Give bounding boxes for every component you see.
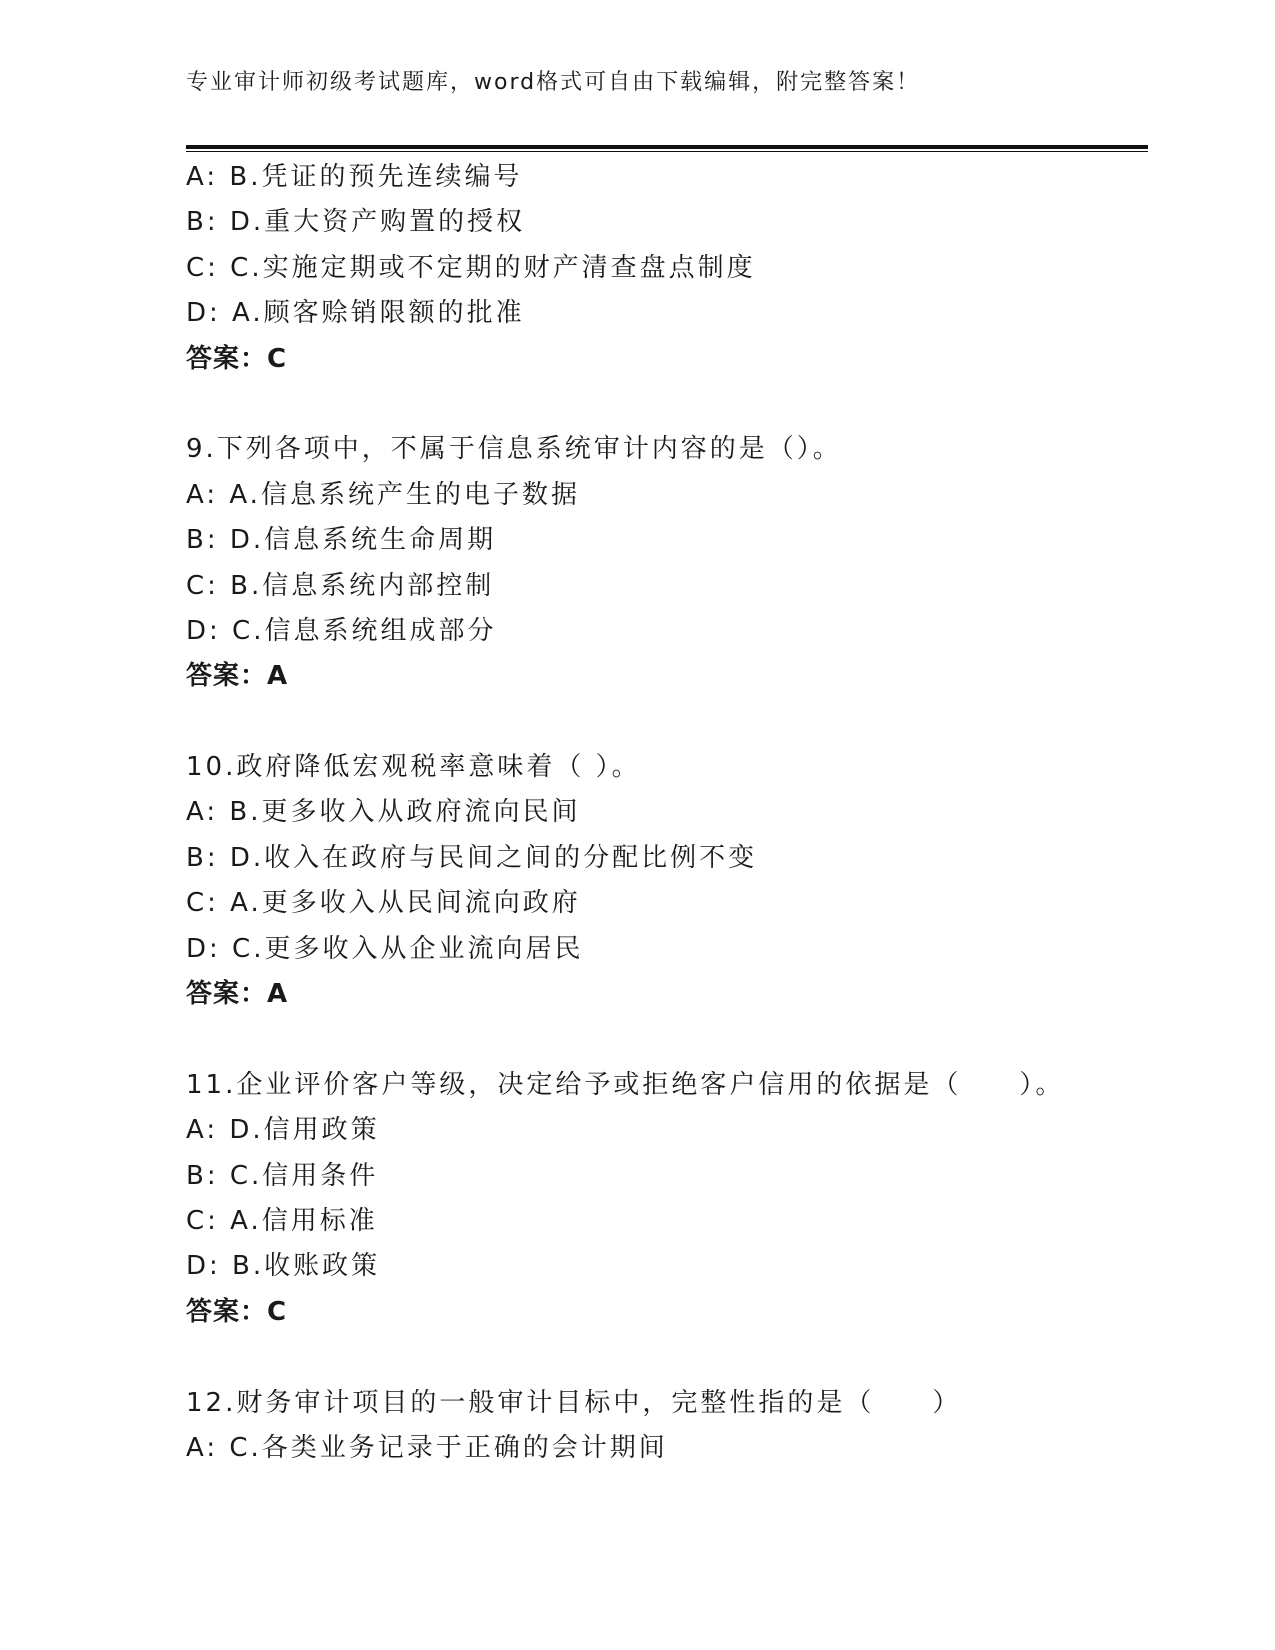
question-block-12 <box>186 1381 1146 1472</box>
question-block-10 <box>186 745 1146 1017</box>
option-c: C: C.实施定期或不定期的财产清查盘点制度 <box>186 252 756 283</box>
spacer <box>186 1017 1146 1062</box>
spacer <box>186 382 1146 427</box>
option-d: D: A.顾客赊销限额的批准 <box>186 298 525 329</box>
option-c: C: A.信用标准 <box>186 1205 378 1236</box>
option-c: C: A.更多收入从民间流向政府 <box>186 888 581 919</box>
header-rule-thick <box>186 145 1148 149</box>
page-header: 专业审计师初级考试题库，word格式可自由下载编辑，附完整答案！ <box>186 70 921 95</box>
spacer <box>186 1335 1146 1380</box>
option-d: D: C.更多收入从企业流向居民 <box>186 933 584 964</box>
answer-line: 答案：A <box>186 661 289 692</box>
option-a: A: B.更多收入从政府流向民间 <box>186 797 581 828</box>
question-text: 12.财务审计项目的一般审计目标中，完整性指的是（ ） <box>186 1387 962 1418</box>
option-d: D: C.信息系统组成部分 <box>186 615 497 646</box>
option-c: C: B.信息系统内部控制 <box>186 570 495 601</box>
option-a: A: A.信息系统产生的电子数据 <box>186 479 580 510</box>
question-list <box>186 155 1146 1471</box>
header-rule-thin <box>186 151 1148 152</box>
option-b: B: D.重大资产购置的授权 <box>186 207 526 238</box>
option-a: A: D.信用政策 <box>186 1115 380 1146</box>
option-b: B: D.收入在政府与民间之间的分配比例不变 <box>186 842 758 873</box>
option-b: B: D.信息系统生命周期 <box>186 525 497 556</box>
question-block-11 <box>186 1063 1146 1335</box>
option-a: A: B.凭证的预先连续编号 <box>186 162 523 192</box>
answer-line: 答案：C <box>186 343 288 374</box>
question-text: 11.企业评价客户等级，决定给予或拒绝客户信用的依据是（ ）。 <box>186 1069 1065 1100</box>
question-text: 9.下列各项中，不属于信息系统审计内容的是（）。 <box>186 434 842 465</box>
answer-line: 答案：A <box>186 979 289 1010</box>
option-d: D: B.收账政策 <box>186 1251 381 1282</box>
spacer <box>186 700 1146 745</box>
option-b: B: C.信用条件 <box>186 1160 379 1191</box>
answer-line: 答案：C <box>186 1296 288 1327</box>
question-block-9 <box>186 427 1146 699</box>
question-block-8 <box>186 155 1146 382</box>
question-text: 10.政府降低宏观税率意味着（ ）。 <box>186 752 641 783</box>
option-a: A: C.各类业务记录于正确的会计期间 <box>186 1432 668 1463</box>
